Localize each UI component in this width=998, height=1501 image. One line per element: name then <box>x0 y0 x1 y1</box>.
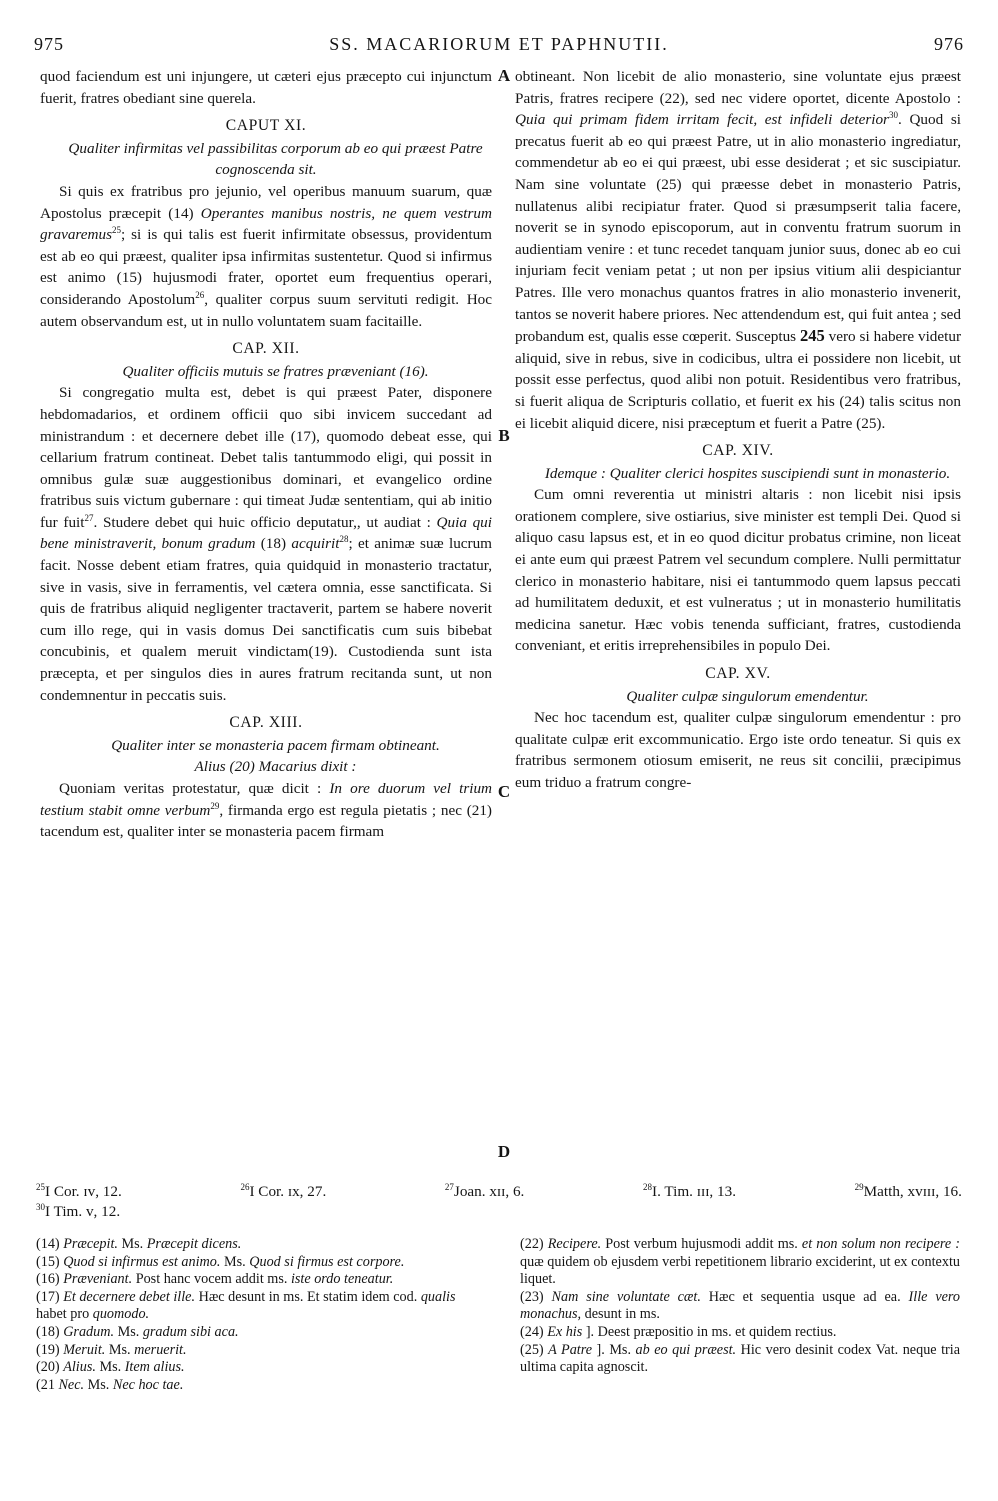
references-line <box>36 1182 962 1202</box>
footnote: (18) Gradum. Ms. gradum sibi aca. <box>36 1323 239 1340</box>
paragraph: Nec hoc tacendum est, qualiter culpæ singulorum emendentur : pro qualitate culpæ erit excommunicatio. Ergo iste ordo teneatur. Si quis ex fratribus sermonem otiosum emiserit, ne reus sit concilii, præcipimus eum triduo a fratrum congre- <box>515 709 961 791</box>
paragraph: obtineant. Non licebit de alio monasterio, sine voluntate ejus præest Patris, fratres recipere (22), sed nec videre oportet, dicente Apostolo : Quia qui primam fidem irritam fecit, est infideli deterior$^{30}$. Quod si precatus fuerit ab eo qui præest Patre, ut in alio monasterio ingrediatur, commendetur ab eo ei qui præest, ubi esse desiderat ; et sic suscipiatur. Nam sine voluntate (25) qui præesse debet in monasterio Patris, nullatenus alibi recipiatur frater. Quod si præsumpserit talia facere, noverit se in synodo episcoporum, aut in conventu fratrum suorum in audientiam venire : et tunc recedet tanquam junior suus, donec ab eo cui injuriam fecit veniam petat ; ut non per ipsius vitium alii despiciantur Patres. Ille vero monachus quantos fratres in alio monasterio invenerit, tantos se noverit habere priores. Nec attendendum est, qui fuit antea ; sed probandum est, qualis esse cœperit. Susceptus 245 vero si habere videtur aliquid, sive in rebus, sive in codicibus, ultra ei possidere non licebit, ut possit esse perfectus, quod alibi non potuit. Residentibus vero fratribus, si fuerit aliqua de Scripturis collatio, et fuerit ex his (24) talis scitus non ei licebit aliquid dicere, nisi præceptum et fuerit a Patre (25). <box>515 68 962 432</box>
chapter-subtitle-xii: Qualiter officiis mutuis se fratres præveniant (16). <box>122 362 429 380</box>
chapter-heading-xii: CAP. XII. <box>232 340 300 358</box>
footnote: (19) Meruit. Ms. meruerit. <box>36 1341 187 1358</box>
scripture-references <box>36 1182 962 1222</box>
margin-letter-d: D <box>497 1142 511 1161</box>
footnotes-left <box>36 1236 484 1394</box>
running-header <box>30 34 968 56</box>
scripture-reference: $^{28}$I. Tim. ɪɪɪ, 13. <box>643 1181 736 1200</box>
paragraph: quod faciendum est uni injungere, ut cæteri ejus præcepto cui injunctum fuerit, fratres obediant sine querela. <box>40 68 492 107</box>
paragraph: Quoniam veritas protestatur, quæ dicit : In ore duorum vel trium testium stabit omne verbum$^{29}$, firmanda ergo est regula pietatis ; nec (21) tacendum est, qualiter inter se monasteria pacem firmam <box>40 780 493 841</box>
references-line: $^{30}$I Tim. ᴠ, 12. <box>36 1201 121 1220</box>
left-column <box>40 66 492 843</box>
paragraph: Cum omni reverentia ut ministri altaris : non licebit nisi ipsis orationem complere, sive ostiarius, sive minister est templi Dei. Quod si aliquo casu lapsus est, et in eo quod dicitur probatus crimine, non liceat ei ante eum qui præest Patrem vel secundum complere. Nulli permittatur clerico in monasterio habitare, nisi ei tantummodo quem lapsus peccati ad humilitatem deduxit, et est vulneratus ; ut in monasterio humilitatis medicina sanetur. Hæc vobis tenenda sufficiant, fratres, custodienda conveniant, et eritis irreprehensibiles in populo Dei. <box>515 486 961 655</box>
chapter-heading-xi: CAPUT XI. <box>225 117 307 135</box>
scripture-reference: $^{29}$Matth, xᴠɪɪɪ, 16. <box>854 1181 962 1200</box>
folio-number: 245 <box>800 326 825 346</box>
chapter-heading-xv: CAP. XV. <box>705 665 771 683</box>
chapter-subtitle-xiii-speaker: Alius (20) Macarius dixit : <box>194 758 357 776</box>
right-column <box>515 66 961 794</box>
margin-letter-a: A <box>497 66 511 85</box>
scripture-reference: $^{25}$I Cor. ɪᴠ, 12. <box>36 1181 122 1200</box>
footnote: (21 Nec. Ms. Nec hoc tae. <box>36 1376 184 1393</box>
footnote: (16) Præveniant. Post hanc vocem addit ms. iste ordo teneatur. <box>36 1271 394 1288</box>
paragraph: Si quis ex fratribus pro jejunio, vel operibus manuum suarum, quæ Apostolus præcepit (14) Operantes manibus nostris, ne quem vestrum gravaremus$^{25}$; si is qui talis est fuerit infirmitate obsessus, providentum est ab eo qui præest, qualiter ipsa infirmitas sustentetur. Quod si infirmus est animo (15) hujusmodi frater, oportet eum frequentius operari, considerando Apostolum$^{26}$, qualiter corpus suum servituti redigit. Hoc autem observandum est, ut in nullo voluntatem suam facitaille. <box>40 182 492 330</box>
running-title: SS. MACARIORUM ET PAPHNUTII. <box>329 34 669 54</box>
footnote: (23) Nam sine voluntate cæt. Hæc et sequentia usque ad ea. Ille vero monachus, desunt in ms. <box>520 1288 961 1323</box>
page-number-left: 975 <box>34 34 64 54</box>
margin-letter-c: C <box>497 782 511 801</box>
footnote: (20) Alius. Ms. Item alius. <box>36 1359 185 1376</box>
footnote: (17) Et decernere debet ille. Hæc desunt in ms. Et statim idem cod. qualis habet pro quomodo. <box>36 1288 456 1323</box>
footnote: (25) A Patre ]. Ms. ab eo qui præest. Hic vero desinit codex Vat. neque tria ultima capita agnoscit. <box>520 1341 960 1376</box>
paragraph: Si congregatio multa est, debet is qui præest Pater, disponere hebdomadarios, et ordinem officii quo sibi invicem succedant ad ministrandum : et decernere debet ille (17), quomodo debeat esse, qui cellarium fratrum contineat. Debet talis tantummodo eligi, qui possit in omnibus gulæ suæ auggestionibus dominari, et evangelico ordine fratribus suis victum gubernare : qui timeat Judæ sententiam, qui ab initio fur fuit$^{27}$. Studere debet qui huic officio deputatur,, ut audiat : Quia qui bene ministraverit, bonum gradum (18) acquirit$^{28}$; et animæ suæ lucrum facit. Nosse debent etiam fratres, quia quidquid in monasterio tractatur, sive in vasis, sive in ferramentis, vel cætera omnia, esse sanctificata. Si quis de fratribus aliquid negligenter tractaverit, partem se habere noverit cum illo rege, qui in vasis domus Dei sanctificatis cum suis bibebat concubinis, et qualem meruit vindictam(19). Custodienda sunt ista præcepta, et per singulos dies in aures fratrum recitanda sunt, ut non condemnentur in peccatis suis. <box>40 384 492 704</box>
scripture-reference: $^{26}$I Cor. ɪx, 27. <box>240 1181 327 1200</box>
chapter-heading-xiii: CAP. XIII. <box>229 714 303 732</box>
footnote: (22) Recipere. Post verbum hujusmodi addit ms. et non solum non recipere : quæ quidem ob ejusdem verbi repetitionem librario exciderint, ut ex contextu liquet. <box>520 1236 961 1288</box>
chapter-subtitle-xiv: Idemque : Qualiter clerici hospites suscipiendi sunt in monasterio. <box>544 464 951 482</box>
footnotes-right <box>520 1236 960 1377</box>
footnote: (15) Quod si infirmus est animo. Ms. Quod si firmus est corpore. <box>36 1253 405 1270</box>
margin-letter-b: B <box>498 426 510 445</box>
scripture-reference: $^{27}$Joan. xɪɪ, 6. <box>444 1181 525 1200</box>
chapter-subtitle-xv: Qualiter culpæ singulorum emendentur. <box>626 687 869 705</box>
footnote: (14) Præcepit. Ms. Præcepit dicens. <box>36 1236 242 1252</box>
footnote: (24) Ex his ]. Deest præpositio in ms. et quidem rectius. <box>520 1323 837 1340</box>
page-number-right: 976 <box>934 34 964 54</box>
chapter-subtitle-xiii: Qualiter inter se monasteria pacem firmam obtineant. <box>111 736 440 754</box>
chapter-heading-xiv: CAP. XIV. <box>702 442 774 460</box>
chapter-subtitle-xi: Qualiter infirmitas vel passibilitas corporum ab eo qui præest Patre cognoscenda sit. <box>68 139 483 179</box>
